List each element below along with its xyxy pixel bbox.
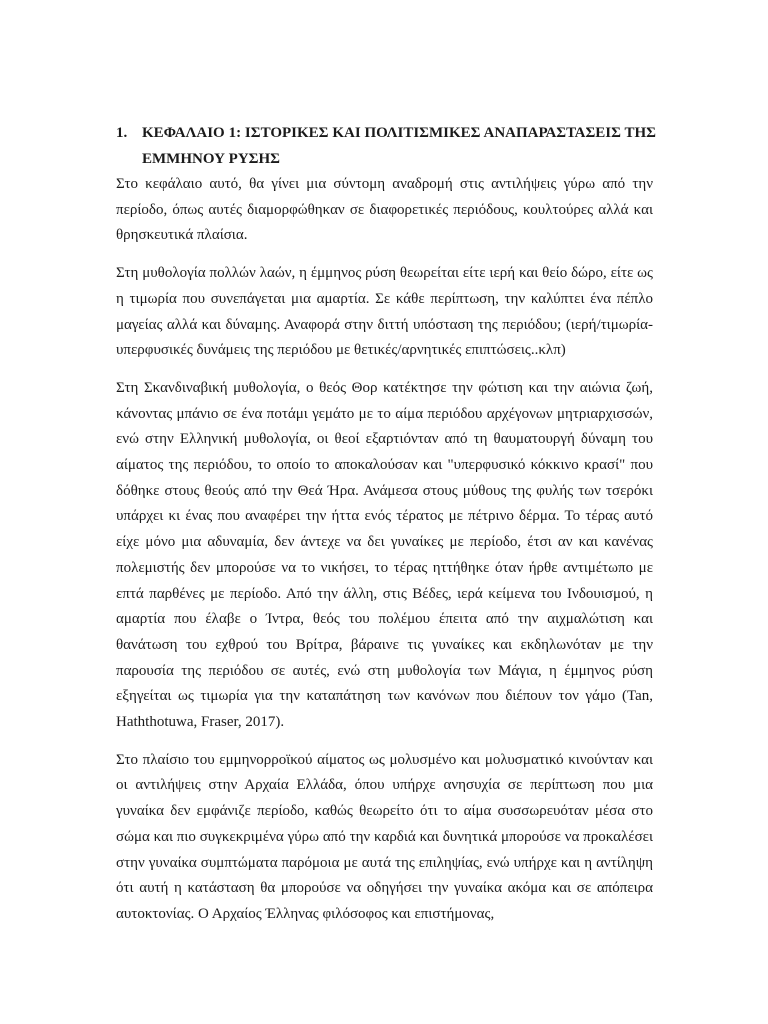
chapter-heading (116, 120, 656, 172)
paragraph-ancient-greece: Στο πλαίσιο του εμμηνορροϊκού αίματος ως μολυσμένο και μολυσματικό κινούνταν και οι αντιλήψεις στην Αρχαία Ελλάδα, όπου υπήρχε ανησυχία σε περίπτωση που μια γυναίκα δεν εμφάνιζε περίοδο, καθώς θεωρείτο ότι το αίμα συσσωρευόταν μέσα στο σώμα και πιο συγκεκριμένα γύρω από την καρδιά και δυνητικά μπορούσε να προκαλέσει στην γυναίκα συμπτώματα παρόμοια με αυτά της επιληψίας, ενώ υπήρχε και η αντίληψη ότι αυτή η κατάσταση θα μπορούσε να οδηγήσει την γυναίκα ακόμα και σε απόπειρα αυτοκτονίας. Ο Αρχαίος Έλληνας φιλόσοφος και επιστήμονας, (116, 751, 653, 922)
paragraph-intro: Στο κεφάλαιο αυτό, θα γίνει μια σύντομη αναδρομή στις αντιλήψεις γύρω από την περίοδο, όπως αυτές διαμορφώθηκαν σε διαφορετικές περιόδους, κουλτούρες αλλά και θρησκευτικά πλαίσια. (116, 176, 653, 244)
chapter-number: 1. (116, 125, 128, 141)
paragraph-myths-examples: Στη Σκανδιναβική μυθολογία, ο θεός Θορ κατέκτησε την φώτιση και την αιώνια ζωή, κάνοντας μπάνιο σε ένα ποτάμι γεμάτο με το αίμα περιόδου αρχέγονων μητριαρχισσών, ενώ στην Ελληνική μυθολογία, οι θεοί εξαρτιόνταν από τη θαυματουργή δύναμη του αίματος της περιόδου, το οποίο το αποκαλούσαν και "υπερφυσικό κόκκινο κρασί" που δόθηκε στους θεούς από την Θεά Ήρα. Ανάμεσα στους μύθους της φυλής των τσερόκι υπάρχει κι ένας που αναφέρει την ήττα ενός τέρατος με πέτρινο δέρμα. Το τέρας αυτό είχε μόνο μια αδυναμία, δεν άντεχε να δει γυναίκες με περίοδο, έτσι αν και κανένας πολεμιστής δεν μπορούσε να το νικήσει, το τέρας ηττήθηκε όταν ήρθε αντιμέτωπο με επτά παρθένες με περίοδο. Από την άλλη, στις Βέδες, ιερά κείμενα του Ινδουισμού, η αμαρτία που έλαβε ο Ίντρα, θεός του πολέμου έπειτα από την αιχμαλώτιση και θανάτωση του εχθρού του Βρίτρα, βάραινε τις γυναίκες και εκδηλωνόταν με την παρουσία της περιόδου σε αυτές, ενώ στη μυθολογία των Μάγια, η έμμηνος ρύση εξηγείται ως τιμωρία για την καταπάτηση των κανόνων που διέπουν τον γάμο (Tan, Haththotuwa, Fraser, 2017). (116, 379, 653, 731)
document-body (116, 172, 653, 928)
paragraph-mythology: Στη μυθολογία πολλών λαών, η έμμηνος ρύση θεωρείται είτε ιερή και θείο δώρο, είτε ως η τιμωρία που συνεπάγεται μια αμαρτία. Σε κάθε περίπτωση, την καλύπτει ένα πέπλο μαγείας αλλά και δύναμης. Αναφορά στην διττή υπόσταση της περιόδου; (ιερή/τιμωρία- υπερφυσικές δυνάμεις της περιόδου με θετικές/αρνητικές επιπτώσεις..κλπ) (116, 265, 653, 359)
chapter-title: ΚΕΦΑΛΑΙΟ 1: ΙΣΤΟΡΙΚΕΣ ΚΑΙ ΠΟΛΙΤΙΣΜΙΚΕΣ ΑΝΑΠΑΡΑΣΤΑΣΕΙΣ ΤΗΣ ΕΜΜΗΝΟΥ ΡΥΣΗΣ (142, 125, 656, 167)
